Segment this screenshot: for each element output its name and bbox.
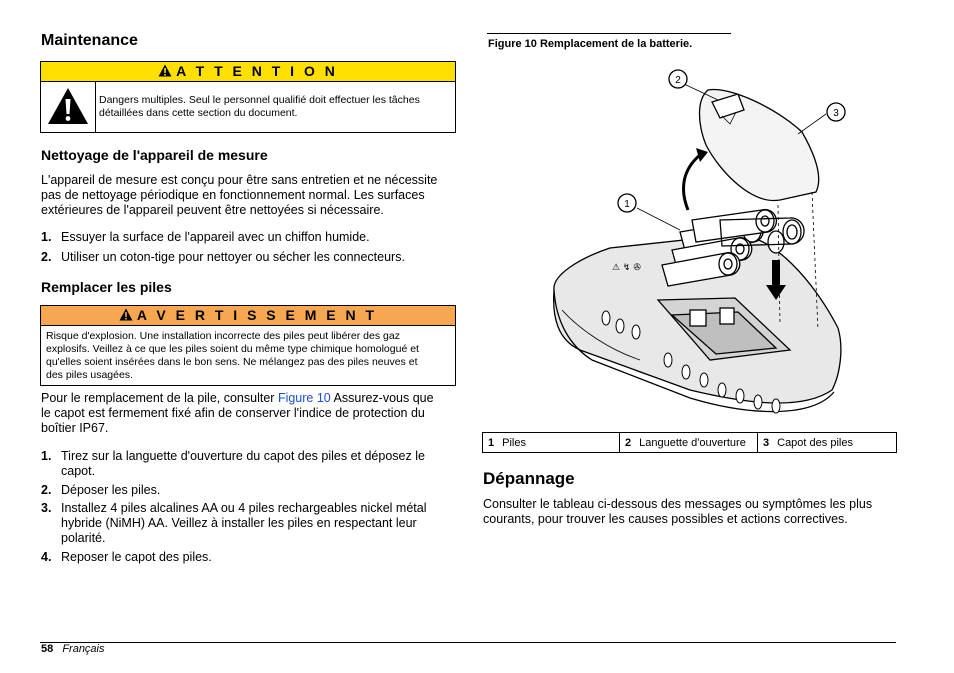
callout-1: 1 xyxy=(624,199,630,210)
attention-text: Dangers multiples. Seul le personnel qualifié doit effectuer les tâches détaillées dans cette section du document. xyxy=(99,94,420,119)
warning-header xyxy=(41,306,455,326)
figure-10-link[interactable]: Figure 10 xyxy=(277,391,331,405)
section-title-maintenance: Maintenance xyxy=(41,32,138,49)
warning-box xyxy=(40,305,456,386)
battery-step: 2. Déposer les piles. xyxy=(41,483,161,497)
attention-label: A T T E N T I O N xyxy=(176,63,338,79)
section-title-troubleshooting: Dépannage xyxy=(483,469,575,488)
callout-3: 3 xyxy=(833,108,839,119)
troubleshooting-paragraph: Consulter le tableau ci-dessous des messages ou symptômes les plus courants, pour trouver les causes possibles et actions correctives. xyxy=(483,497,873,526)
batteries-paragraph: Pour le remplacement de la pile, consulter Figure 10 Assurez-vous que le capot est fermement fixé afin de conserver l'indice de protection du boîtier IP67. xyxy=(41,391,434,435)
figure-legend-table xyxy=(482,432,897,453)
battery-replacement-illustration xyxy=(540,60,860,430)
legend-cell: 3 Capot des piles xyxy=(758,433,897,453)
page-number: 58 xyxy=(41,643,54,655)
cleaning-step: 1. Essuyer la surface de l'appareil avec un chiffon humide. xyxy=(41,230,370,244)
warning-triangle-icon xyxy=(158,63,172,82)
footer-language: Français xyxy=(62,643,105,655)
legend-cell: 2 Languette d'ouverture xyxy=(620,433,758,453)
battery-step: 4. Reposer le capot des piles. xyxy=(41,550,212,564)
legend-cell: 1 Piles xyxy=(483,433,620,453)
cleaning-paragraph: L'appareil de mesure est conçu pour être sans entretien et ne nécessite pas de nettoyage périodique en fonctionnement normal. Les surfaces extérieures de l'appareil peuvent être nettoyées si nécessaire. xyxy=(41,173,438,217)
battery-step: 3. Installez 4 piles alcalines AA ou 4 piles rechargeables nickel métal hybride (NiMH) AA. Veillez à installer les piles en respectant leur polarité. xyxy=(41,501,427,545)
attention-icon-cell xyxy=(41,82,96,132)
section-title-cleaning: Nettoyage de l'appareil de mesure xyxy=(41,147,268,163)
warning-text: Risque d'explosion. Une installation incorrecte des piles peut libérer des gaz explosifs. Veillez à ce que les piles soient du même type chimique homologué et qu'elles soient insérées dans le bon sens. Ne mélangez pas des piles neuves et des piles usagées. xyxy=(46,330,419,381)
figure-caption: Figure 10 Remplacement de la batterie. xyxy=(488,38,693,50)
section-title-batteries: Remplacer les piles xyxy=(41,279,172,295)
attention-box xyxy=(40,61,456,133)
battery-step: 1. Tirez sur la languette d'ouverture du capot des piles et déposez le capot. xyxy=(41,449,425,478)
hazard-triangle-icon xyxy=(46,86,90,126)
cleaning-step: 2. Utiliser un coton-tige pour nettoyer ou sécher les connecteurs. xyxy=(41,250,405,264)
footer-rule xyxy=(40,642,896,643)
warning-label: A V E R T I S S E M E N T xyxy=(136,307,378,323)
svg-text:⚠ ↯ ✇: ⚠ ↯ ✇ xyxy=(612,263,641,273)
warning-triangle-icon xyxy=(119,307,133,326)
figure-rule xyxy=(487,33,731,34)
table-row xyxy=(483,433,897,453)
attention-header xyxy=(41,62,455,82)
callout-2: 2 xyxy=(675,75,681,86)
footer xyxy=(41,643,105,655)
